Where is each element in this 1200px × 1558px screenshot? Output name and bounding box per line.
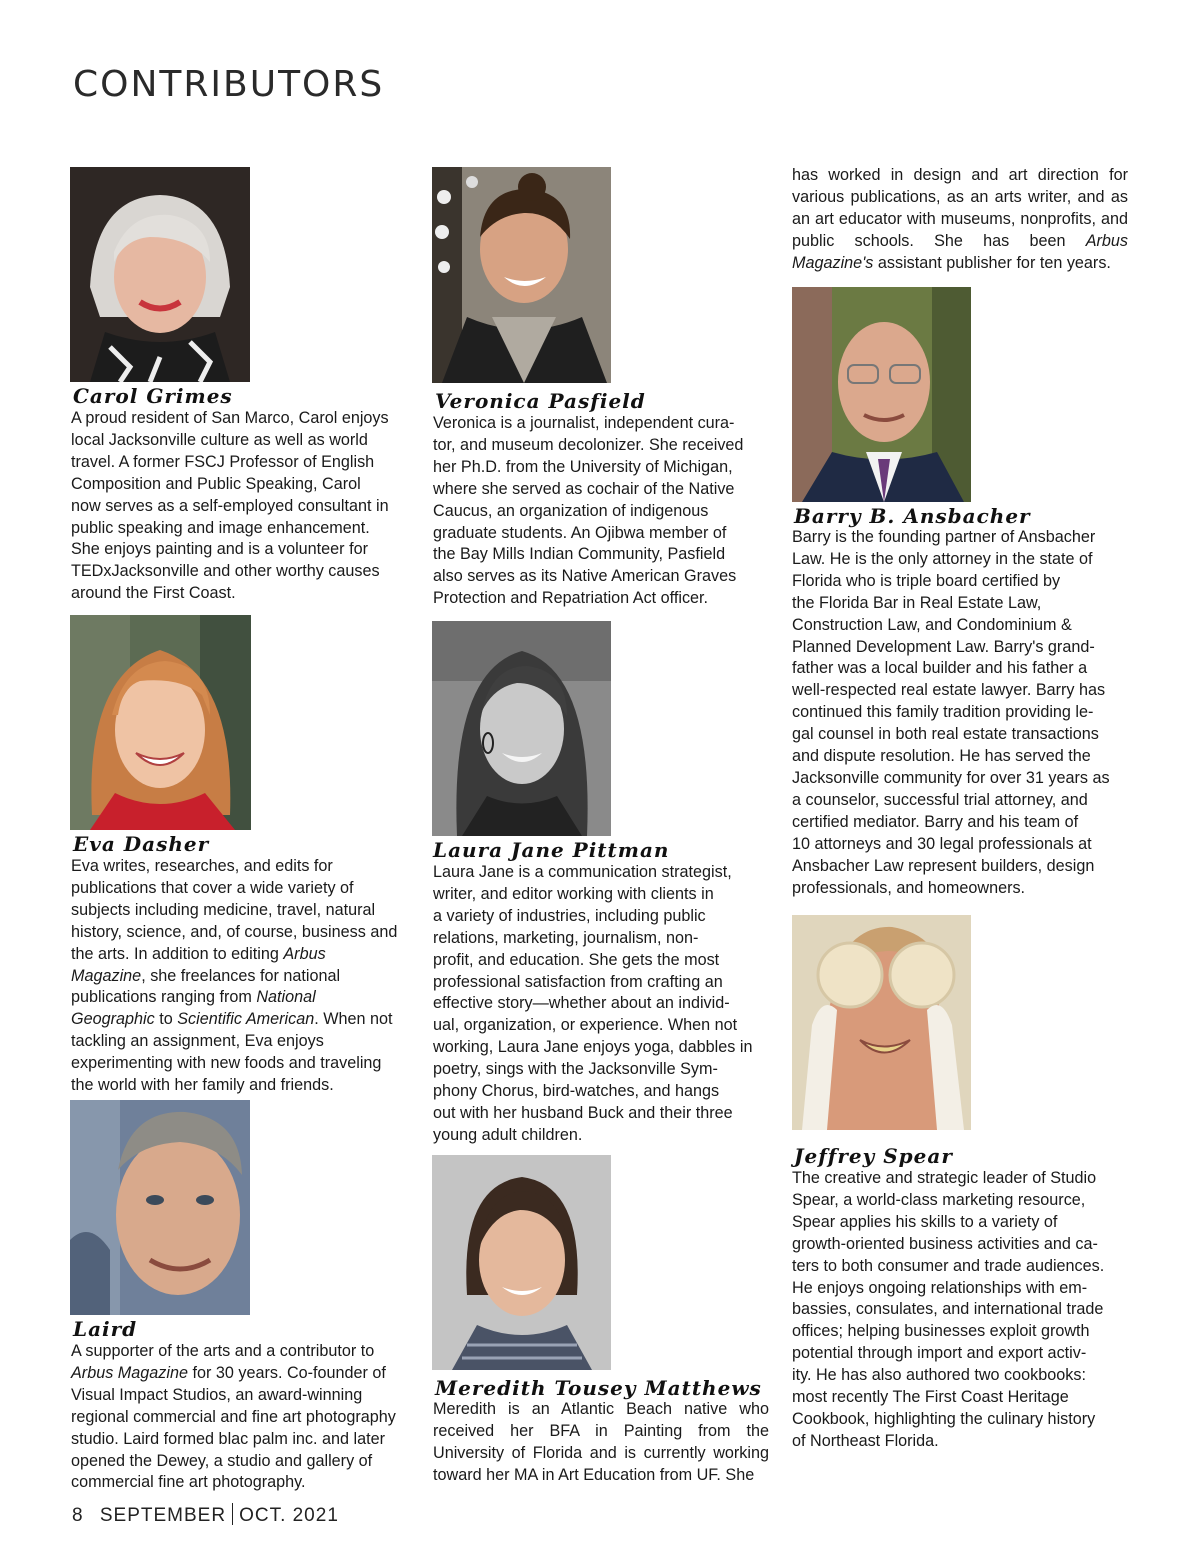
contributor-name-eva-dasher: Eva Dasher — [73, 832, 210, 856]
issue-date: OCT. 2021 — [239, 1505, 339, 1526]
veronica-pasfield-photo — [432, 167, 611, 383]
contributor-name-laird: Laird — [73, 1317, 138, 1341]
meredith-tousey-matthews-photo — [432, 1155, 611, 1370]
barry-b-ansbacher-photo — [792, 287, 971, 502]
carol-grimes-photo — [70, 167, 250, 382]
page-title: CONTRIBUTORS — [73, 64, 385, 105]
page-number: 8 — [72, 1505, 84, 1526]
page-footer — [72, 1503, 339, 1527]
jeffrey-spear-photo — [792, 915, 971, 1130]
contributor-bio-meredith-tousey-matthews: Meredith is an Atlantic Beach native who received her BFA in Painting from the University of Florida and is currently working toward her MA in Art Education from UF. She — [433, 1400, 769, 1484]
contributor-bio-laura-jane-pittman: Laura Jane is a communication strategist, writer, and editor working with clients in a variety of industries, including public relations, marketing, journalism, non- profit, and education. She gets the most professional satisfaction from crafting an effective story—whether about an individ- ual, organization, or experience. When not working, Laura Jane enjoys yoga, dabbles in poetry, sings with the Jacksonville Sym- phony Chorus, bird-watches, and hangs out with her husband Buck and their three young adult children. — [433, 863, 753, 1144]
contributor-bio-laird: A supporter of the arts and a contributor to Arbus Magazine for 30 years. Co-founder of Visual Impact Studios, an award-winning regional commercial and fine art photography studio. Laird formed blac palm inc. and later opened the Dewey, a studio and gallery of commercial fine art photography. — [71, 1342, 396, 1492]
contributor-bio-jeffrey-spear: The creative and strategic leader of Studio Spear, a world-class marketing resource, Spear applies his skills to a variety of growth-oriented business activities and ca- ters to both consumer and trade audiences. He enjoys ongoing relationships with em- bassies, consulates, and international trade offices; helping businesses exploit growth potential through import and export activ- ity. He has also authored two cookbooks: most recently The First Coast Heritage Cookbook, highlighting the culinary history of Northeast Florida. — [792, 1169, 1105, 1450]
issue-month: SEPTEMBER — [99, 1505, 227, 1526]
contributor-name-carol-grimes: Carol Grimes — [73, 384, 233, 408]
eva-dasher-photo — [70, 615, 251, 830]
contributor-name-barry-b-ansbacher: Barry B. Ansbacher — [794, 504, 1031, 528]
laura-jane-pittman-photo — [432, 621, 611, 836]
contributor-name-meredith-tousey-matthews: Meredith Tousey Matthews — [435, 1376, 762, 1400]
contributor-bio-meredith-tousey-matthews-continued: has worked in design and art direction for various publications, as an arts writer, and as an art educator with museums, nonprofits, and public schools. She has been Arbus Magazine's assistant publisher for ten years. — [792, 166, 1128, 272]
contributor-bio-veronica-pasfield: Veronica is a journalist, independent cura- tor, and museum decolonizer. She received her Ph.D. from the University of Michigan, where she served as cochair of the Native Caucus, an organization of indigenous graduate students. An Ojibwa member of the Bay Mills Indian Community, Pasfield also serves as its Native American Graves Protection and Repatriation Act officer. — [433, 414, 744, 608]
contributor-bio-eva-dasher: Eva writes, researches, and edits for publications that cover a wide variety of subjects including medicine, travel, natural history, science, and, of course, business and the arts. In addition to editing Arbus Magazine, she freelances for national publications ranging from National Geographic to Scientific American. When not tackling an assignment, Eva enjoys experimenting with new foods and traveling the world with her family and friends. — [71, 857, 398, 1095]
contributor-name-veronica-pasfield: Veronica Pasfield — [435, 389, 646, 413]
laird-photo — [70, 1100, 250, 1315]
contributor-name-jeffrey-spear: Jeffrey Spear — [794, 1144, 953, 1168]
contributor-bio-carol-grimes: A proud resident of San Marco, Carol enjoys local Jacksonville culture as well as world travel. A former FSCJ Professor of English Composition and Public Speaking, Carol now serves as a self-employed consultant in public speaking and image enhancement. She enjoys painting and is a volunteer for TEDxJacksonville and other worthy causes around the First Coast. — [71, 409, 389, 603]
contributor-name-laura-jane-pittman: Laura Jane Pittman — [433, 838, 670, 862]
contributor-bio-barry-b-ansbacher: Barry is the founding partner of Ansbacher Law. He is the only attorney in the state of Florida who is triple board certified by the Florida Bar in Real Estate Law, Construction Law, and Condominium & Planned Development Law. Barry's grand- father was a local builder and his father a well-respected real estate lawyer. Barry has continued this family tradition providing le- gal counsel in both real estate transactions and dispute resolution. He has served the Jacksonville community for over 31 years as a counselor, successful trial attorney, and certified mediator. Barry and his team of 10 attorneys and 30 legal professionals at Ansbacher Law represent builders, design professionals, and homeowners. — [792, 528, 1110, 897]
footer-divider — [232, 1503, 233, 1525]
